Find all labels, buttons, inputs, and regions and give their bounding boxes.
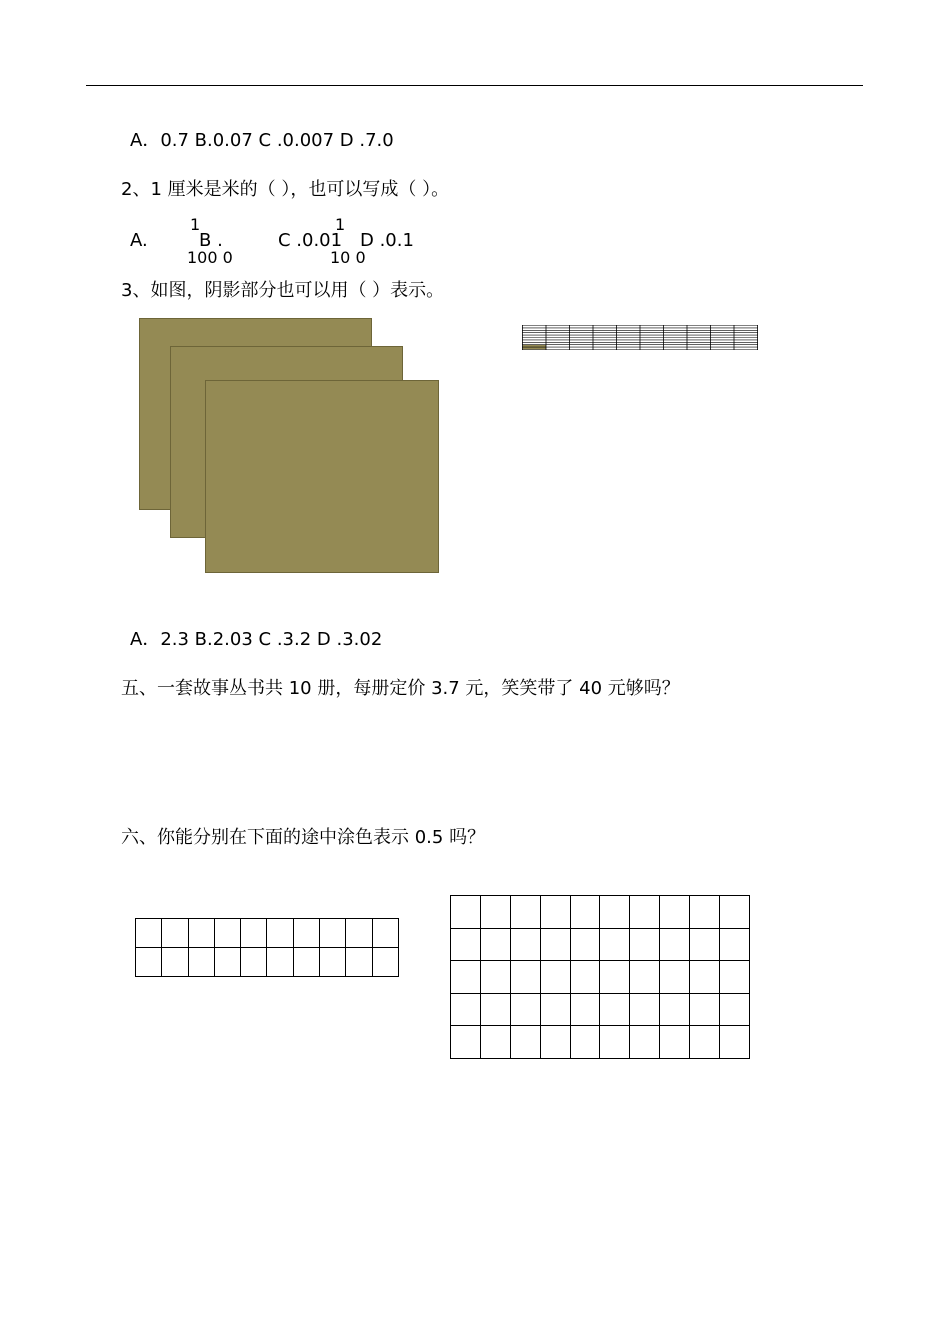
grid-cell[interactable] (510, 1026, 540, 1059)
grid-cell[interactable] (162, 948, 188, 977)
grid-cell[interactable] (540, 961, 570, 994)
q5-question: 五、一套故事丛书共 10 册，每册定价 3.7 元，笑笑带了 40 元够吗？ (121, 678, 680, 699)
grid-cell[interactable] (293, 948, 319, 977)
q2-option-b: B . (199, 230, 223, 251)
grid-cell[interactable] (451, 993, 481, 1026)
grid-cell[interactable] (510, 896, 540, 929)
grid-cell[interactable] (570, 961, 600, 994)
grid-cell[interactable] (660, 928, 690, 961)
grid-cell[interactable] (320, 948, 346, 977)
grid-cell[interactable] (188, 919, 214, 948)
grid-cell[interactable] (720, 961, 750, 994)
header-rule (86, 85, 863, 86)
grid-cell[interactable] (451, 1026, 481, 1059)
q6-question: 六、你能分别在下面的途中涂色表示 0.5 吗？ (121, 827, 486, 848)
grid-cell[interactable] (241, 919, 267, 948)
coloring-grid-2x10[interactable] (135, 918, 399, 977)
grid-cell[interactable] (372, 919, 398, 948)
grid-cell[interactable] (540, 993, 570, 1026)
grid-cell[interactable] (720, 896, 750, 929)
grid-cell[interactable] (570, 993, 600, 1026)
grid-cell[interactable] (136, 948, 162, 977)
grid-cell[interactable] (320, 919, 346, 948)
grid-cell[interactable] (214, 948, 240, 977)
q2-question: 2、1 厘米是米的（ ），也可以写成（ ）。 (121, 179, 450, 200)
grid-cell[interactable] (451, 961, 481, 994)
grid-cell[interactable] (660, 896, 690, 929)
grid-cell[interactable] (600, 993, 630, 1026)
grid-cell[interactable] (630, 928, 660, 961)
grid-cell[interactable] (630, 993, 660, 1026)
grid-cell[interactable] (540, 1026, 570, 1059)
grid-cell[interactable] (570, 896, 600, 929)
grid-cell[interactable] (293, 919, 319, 948)
grid-cell[interactable] (600, 961, 630, 994)
q2-fraction-1-numerator: 1 (190, 215, 201, 234)
grid-cell[interactable] (690, 993, 720, 1026)
grid-cell[interactable] (630, 896, 660, 929)
grid-cell[interactable] (480, 1026, 510, 1059)
grid-cell[interactable] (570, 928, 600, 961)
grid-cell[interactable] (690, 896, 720, 929)
grid-cell[interactable] (451, 928, 481, 961)
grid-cell[interactable] (188, 948, 214, 977)
grid-cell[interactable] (720, 1026, 750, 1059)
hundredths-grid (522, 325, 758, 350)
q3-options: A．2.3 B.2.03 C .3.2 D .3.02 (130, 629, 383, 650)
grid-cell[interactable] (267, 948, 293, 977)
grid-cell[interactable] (214, 919, 240, 948)
grid-cell[interactable] (660, 993, 690, 1026)
grid-cell[interactable] (480, 961, 510, 994)
grid-cell[interactable] (136, 919, 162, 948)
grid-cell[interactable] (162, 919, 188, 948)
grid-cell[interactable] (372, 948, 398, 977)
q2-option-d: D .0.1 (360, 230, 414, 251)
grid-cell[interactable] (346, 919, 372, 948)
grid-cell[interactable] (510, 961, 540, 994)
grid-cell[interactable] (690, 961, 720, 994)
grid-cell[interactable] (690, 928, 720, 961)
grid-cell[interactable] (540, 928, 570, 961)
grid-cell[interactable] (480, 896, 510, 929)
grid-cell[interactable] (600, 896, 630, 929)
q2-option-a: A. (130, 230, 148, 251)
shaded-square-3 (205, 380, 439, 573)
grid-cell[interactable] (510, 928, 540, 961)
grid-cell[interactable] (660, 961, 690, 994)
q3-question: 3、如图，阴影部分也可以用（ ）表示。 (121, 280, 445, 301)
grid-cell[interactable] (267, 919, 293, 948)
grid-cell[interactable] (720, 928, 750, 961)
grid-cell[interactable] (630, 961, 660, 994)
grid-cell[interactable] (600, 928, 630, 961)
q2-fraction-2-numerator: 1 (335, 215, 346, 234)
grid-cell[interactable] (241, 948, 267, 977)
grid-cell[interactable] (690, 1026, 720, 1059)
grid-cell[interactable] (540, 896, 570, 929)
grid-cell[interactable] (451, 896, 481, 929)
grid-cell[interactable] (600, 1026, 630, 1059)
grid-cell[interactable] (346, 948, 372, 977)
hundredths-grid-svg (522, 325, 758, 350)
q2-fraction-2-denominator: 10 0 (330, 248, 366, 267)
grid-cell[interactable] (720, 993, 750, 1026)
grid-cell[interactable] (630, 1026, 660, 1059)
grid-cell[interactable] (660, 1026, 690, 1059)
grid-cell[interactable] (570, 1026, 600, 1059)
grid-cell[interactable] (480, 928, 510, 961)
grid-cell[interactable] (510, 993, 540, 1026)
q1-options: A．0.7 B.0.07 C .0.007 D .7.0 (130, 130, 394, 151)
q2-option-c: C .0.01 (278, 230, 343, 251)
grid-cell[interactable] (480, 993, 510, 1026)
q2-fraction-1-denominator: 100 0 (187, 248, 233, 267)
coloring-grid-5x10[interactable] (450, 895, 750, 1059)
